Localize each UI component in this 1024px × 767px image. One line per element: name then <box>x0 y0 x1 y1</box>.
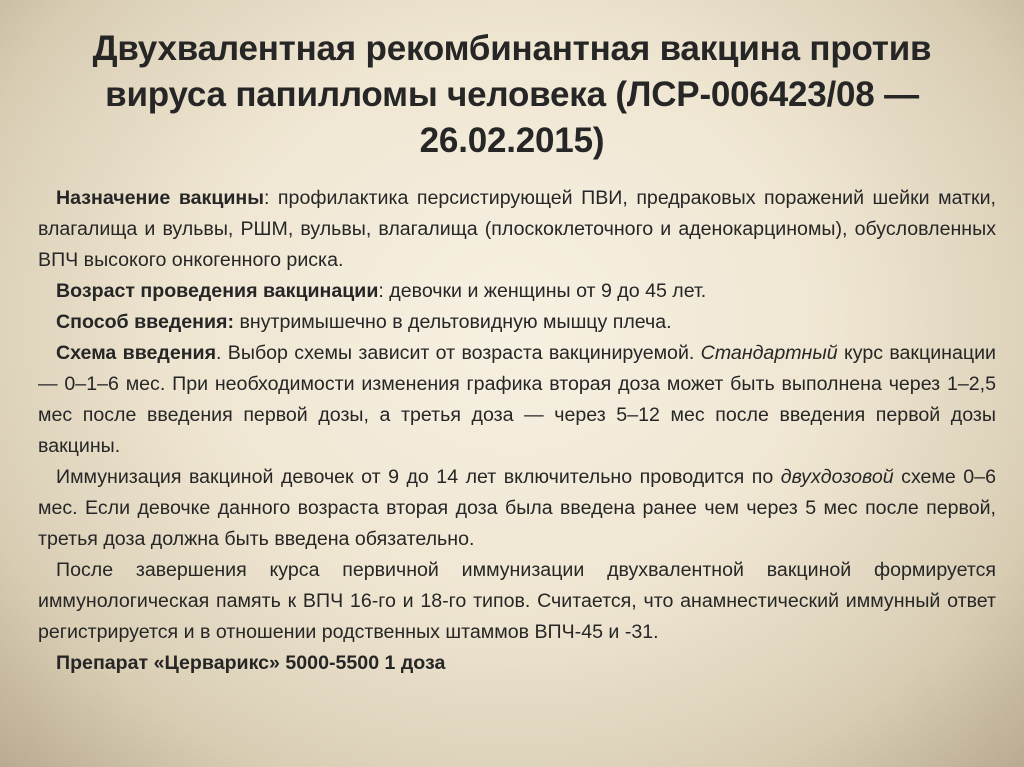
age-label: Возраст проведения вакцинации <box>56 280 379 302</box>
schedule-label: Схема введения <box>56 342 217 364</box>
slide-title: Двухвалентная рекомбинантная вакцина против вируса папилломы человека (ЛСР-006423/08 — 26.02.2015) <box>92 29 932 160</box>
paragraph-memory <box>38 555 996 648</box>
paragraph-girls <box>38 462 996 555</box>
schedule-text-a: . Выбор схемы зависит от возраста вакцинируемой. <box>216 342 701 364</box>
memory-text: После завершения курса первичной иммунизации двухвалентной вакциной формируется иммунологическая память к ВПЧ 16-го и 18-го типов. Считается, что анамнестический иммунный ответ регистрируется и в отношении родственных штаммов ВПЧ-45 и -31. <box>38 559 996 643</box>
route-text: внутримышечно в дельтовидную мышцу плеча. <box>234 311 672 333</box>
paragraph-route <box>38 307 996 338</box>
girls-italic: двухдозовой <box>780 466 894 488</box>
purpose-text: : профилактика персистирующей ПВИ, предраковых поражений шейки матки, влагалища и вульвы, РШМ, вульвы, влагалища (плоскоклеточного и аденокарциномы), обусловленных ВПЧ высокого онкогенного риска. <box>38 187 996 271</box>
product-text: Препарат «Церварикс» 5000-5500 1 доза <box>56 652 446 674</box>
age-text: : девочки и женщины от 9 до 45 лет. <box>378 280 707 302</box>
schedule-italic: Стандартный <box>700 342 838 364</box>
girls-text-a: Иммунизация вакциной девочек от 9 до 14 лет включительно проводится по <box>56 466 781 488</box>
route-label: Способ введения: <box>56 311 235 333</box>
schedule-text-b: курс вакцинации — 0–1–6 мес. При необходимости изменения графика вторая доза может быть выполнена через 1–2,5 мес после введения первой дозы, а третья доза — через 5–12 мес после введения первой дозы вакцины. <box>38 342 997 457</box>
paragraph-schedule <box>38 338 996 462</box>
slide-body <box>38 183 996 679</box>
paragraph-product <box>38 648 996 679</box>
paragraph-purpose <box>38 183 996 276</box>
purpose-label: Назначение вакцины <box>56 187 264 209</box>
paragraph-age <box>38 276 996 307</box>
girls-text-b: схеме 0–6 мес. Если девочке данного возраста вторая доза была введена ранее чем через 5 мес после первой, третья доза должна быть введена обязательно. <box>38 466 996 550</box>
